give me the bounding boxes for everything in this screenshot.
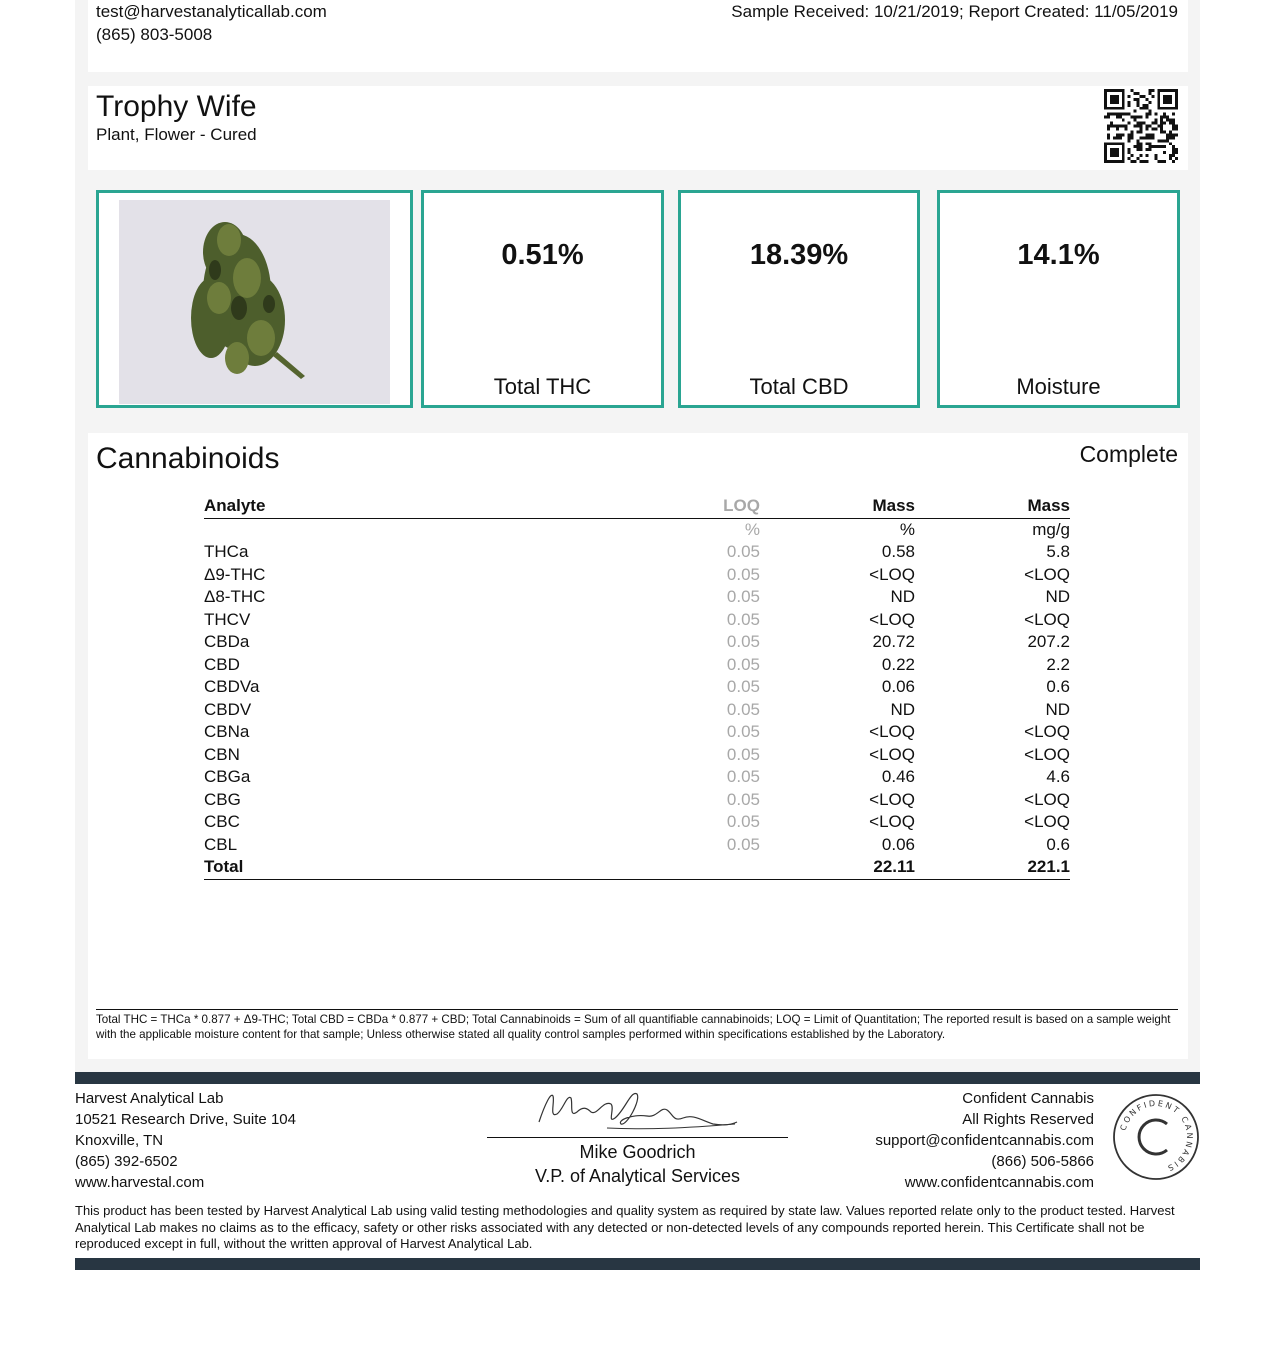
analyte-mass-pct: 0.06 [881,834,915,854]
unit-loq: % [744,519,760,539]
analyte-mass-mg: 0.6 [1046,677,1070,696]
analyte-name: CBC [204,812,240,831]
total-row [204,856,1070,879]
analyte-name: CBN [204,744,240,764]
product-header [88,86,1188,170]
product-type: Plant, Flower - Cured [96,125,257,144]
analyte-loq: 0.05 [726,677,760,696]
total-thc-value: 0.51% [501,239,584,271]
table-row [204,744,1070,767]
analyte-loq: 0.05 [726,587,760,606]
column-header-mass-mg: Mass [915,495,1070,518]
table-row [204,766,1070,789]
analyte-mass-mg: 2.2 [1046,654,1070,674]
analyte-name: CBDV [204,699,252,719]
analyte-mass-mg: <LOQ [1024,789,1070,809]
analyte-name: CBD [204,654,240,674]
analyte-loq: 0.05 [726,542,760,561]
analyte-name: CBDVa [204,677,260,696]
analyte-name: CBL [204,834,238,854]
analyte-name: Δ8-THC [204,587,266,606]
analyte-loq: 0.05 [726,812,760,831]
analyte-mass-pct: <LOQ [869,744,915,764]
sample-photo-tile [96,190,413,408]
analyte-mass-mg: <LOQ [1024,812,1070,831]
cannabinoids-section [88,433,1188,1059]
cc-name: Confident Cannabis [962,1090,1094,1107]
analyte-mass-pct: ND [890,699,915,719]
analyte-mass-pct: <LOQ [869,564,915,584]
lab-address [75,1088,296,1193]
table-row [204,609,1070,632]
analyte-mass-mg: <LOQ [1024,564,1070,584]
total-mass-mg: 221.1 [915,856,1070,879]
qr-code[interactable] [1104,89,1178,163]
cannabinoids-table [204,495,1070,880]
analyte-mass-pct: <LOQ [869,789,915,809]
analyte-mass-mg: <LOQ [1024,744,1070,764]
column-header-loq: LOQ [604,495,760,518]
analyte-name: THCV [204,609,251,629]
table-row [204,834,1070,857]
signatory-title: V.P. of Analytical Services [534,1166,741,1186]
analyte-loq: 0.05 [726,654,760,674]
analyte-loq: 0.05 [726,744,760,764]
moisture-tile [937,190,1180,408]
total-loq [604,856,760,879]
analyte-mass-pct: ND [890,587,915,606]
cc-rights: All Rights Reserved [962,1111,1094,1128]
analyte-mass-mg: ND [1045,699,1070,719]
table-row [204,721,1070,744]
table-footnote: Total THC = THCa * 0.877 + Δ9-THC; Total CBD = CBDa * 0.877 + CBD; Total Cannabinoids = Sum of all quantifiable cannabinoids; LOQ = Limit of Quantitation; The reported result is based on a sample weight with the applicable moisture content for that sample; Unless otherwise stated all quality control samples performed within specifications established by the Laboratory. [96,1009,1178,1042]
total-cbd-value: 18.39% [749,239,849,271]
total-mass-pct: 22.11 [760,856,915,879]
table-row [204,631,1070,654]
table-row [204,699,1070,722]
analyte-mass-mg: <LOQ [1024,722,1070,741]
analyte-name: Δ9-THC [204,564,266,584]
analyte-mass-pct: 0.58 [881,542,915,561]
analyte-name: THCa [204,542,249,561]
unit-mass-mg: mg/g [1032,519,1070,539]
header-contact [88,0,1188,72]
confident-cannabis-logo [1111,1092,1201,1182]
analyte-loq: 0.05 [726,722,760,741]
table-header-row [204,495,1070,518]
analyte-mass-pct: 0.46 [881,767,915,786]
report-dates: Sample Received: 10/21/2019; Report Created: 11/05/2019 [731,2,1178,21]
table-row [204,541,1070,564]
analyte-name: CBGa [204,767,251,786]
table-row [204,789,1070,812]
total-cbd-tile [678,190,920,408]
total-cbd-label: Total CBD [749,374,849,399]
analyte-loq: 0.05 [726,789,760,809]
contact-email[interactable]: test@harvestanalyticallab.com [96,2,327,21]
analyte-loq: 0.05 [726,632,760,651]
analyte-loq: 0.05 [726,564,760,584]
analyte-mass-pct: 20.72 [872,632,915,651]
table-row [204,564,1070,587]
cc-phone: (866) 506-5866 [991,1153,1094,1170]
analyte-mass-pct: 0.22 [881,654,915,674]
table-row [204,654,1070,677]
status-label: Complete [1079,441,1178,467]
analyte-mass-pct: <LOQ [869,812,915,831]
analyte-mass-mg: ND [1045,587,1070,606]
table-row [204,676,1070,699]
total-thc-label: Total THC [493,374,592,399]
units-row [204,518,1070,541]
analyte-loq: 0.05 [726,699,760,719]
disclaimer: This product has been tested by Harvest Analytical Lab using valid testing methodologies and quality system as required by state law. Values reported relate only to the product tested. Harvest Analytical Lab makes no claims as to the efficacy, safety or other risks associated with any detected or non-detected levels of any compounds reported herein. This Certificate shall not be reproduced except in full, without the written approval of Harvest Analytical Lab. [75,1203,1175,1251]
column-header-mass-pct: Mass [760,495,915,518]
logo-ring-text: CONFIDENT CANNABIS [1118,1098,1195,1174]
analyte-mass-mg: <LOQ [1024,609,1070,629]
analyte-mass-mg: 207.2 [1027,632,1070,651]
analyte-mass-mg: 5.8 [1046,542,1070,561]
analyte-name: CBNa [204,722,250,741]
analyte-loq: 0.05 [726,767,760,786]
total-label: Total [204,856,604,879]
product-name: Trophy Wife [96,90,257,123]
total-thc-tile [421,190,664,408]
signature-line [487,1137,788,1138]
footer-bottom-bar [75,1258,1200,1270]
cc-website[interactable]: www.confidentcannabis.com [904,1174,1094,1191]
contact-phone: (865) 803-5008 [96,25,213,44]
column-header-analyte: Analyte [204,495,604,518]
moisture-value: 14.1% [1017,239,1100,271]
table-row [204,811,1070,834]
analyte-loq: 0.05 [726,609,760,629]
footer-top-bar [75,1072,1200,1084]
lab-city: Knoxville, TN [75,1132,164,1149]
signatory-name: Mike Goodrich [579,1142,696,1162]
analyte-loq: 0.05 [726,834,760,854]
analyte-mass-mg: 0.6 [1046,834,1070,854]
cc-support-email[interactable]: support@confidentcannabis.com [875,1132,1094,1149]
section-title: Cannabinoids [96,442,280,475]
confident-cannabis-info [875,1088,1094,1193]
analyte-mass-pct: <LOQ [869,609,915,629]
analyte-name: CBG [204,789,241,809]
lab-phone: (865) 392-6502 [75,1153,178,1170]
moisture-label: Moisture [1016,374,1101,399]
analyte-mass-pct: 0.06 [881,677,915,696]
lab-name: Harvest Analytical Lab [75,1090,224,1107]
svg-text:CONFIDENT CANNABIS [1119,1099,1194,1173]
lab-street: 10521 Research Drive, Suite 104 [75,1111,296,1128]
sample-photo [119,200,390,404]
unit-analyte [204,518,604,541]
signature-image [487,1084,788,1136]
analyte-name: CBDa [204,632,250,651]
analyte-mass-mg: 4.6 [1046,767,1070,786]
unit-mass-pct: % [899,519,915,539]
lab-website[interactable]: www.harvestal.com [75,1174,205,1191]
analyte-mass-pct: <LOQ [869,722,915,741]
table-row [204,586,1070,609]
